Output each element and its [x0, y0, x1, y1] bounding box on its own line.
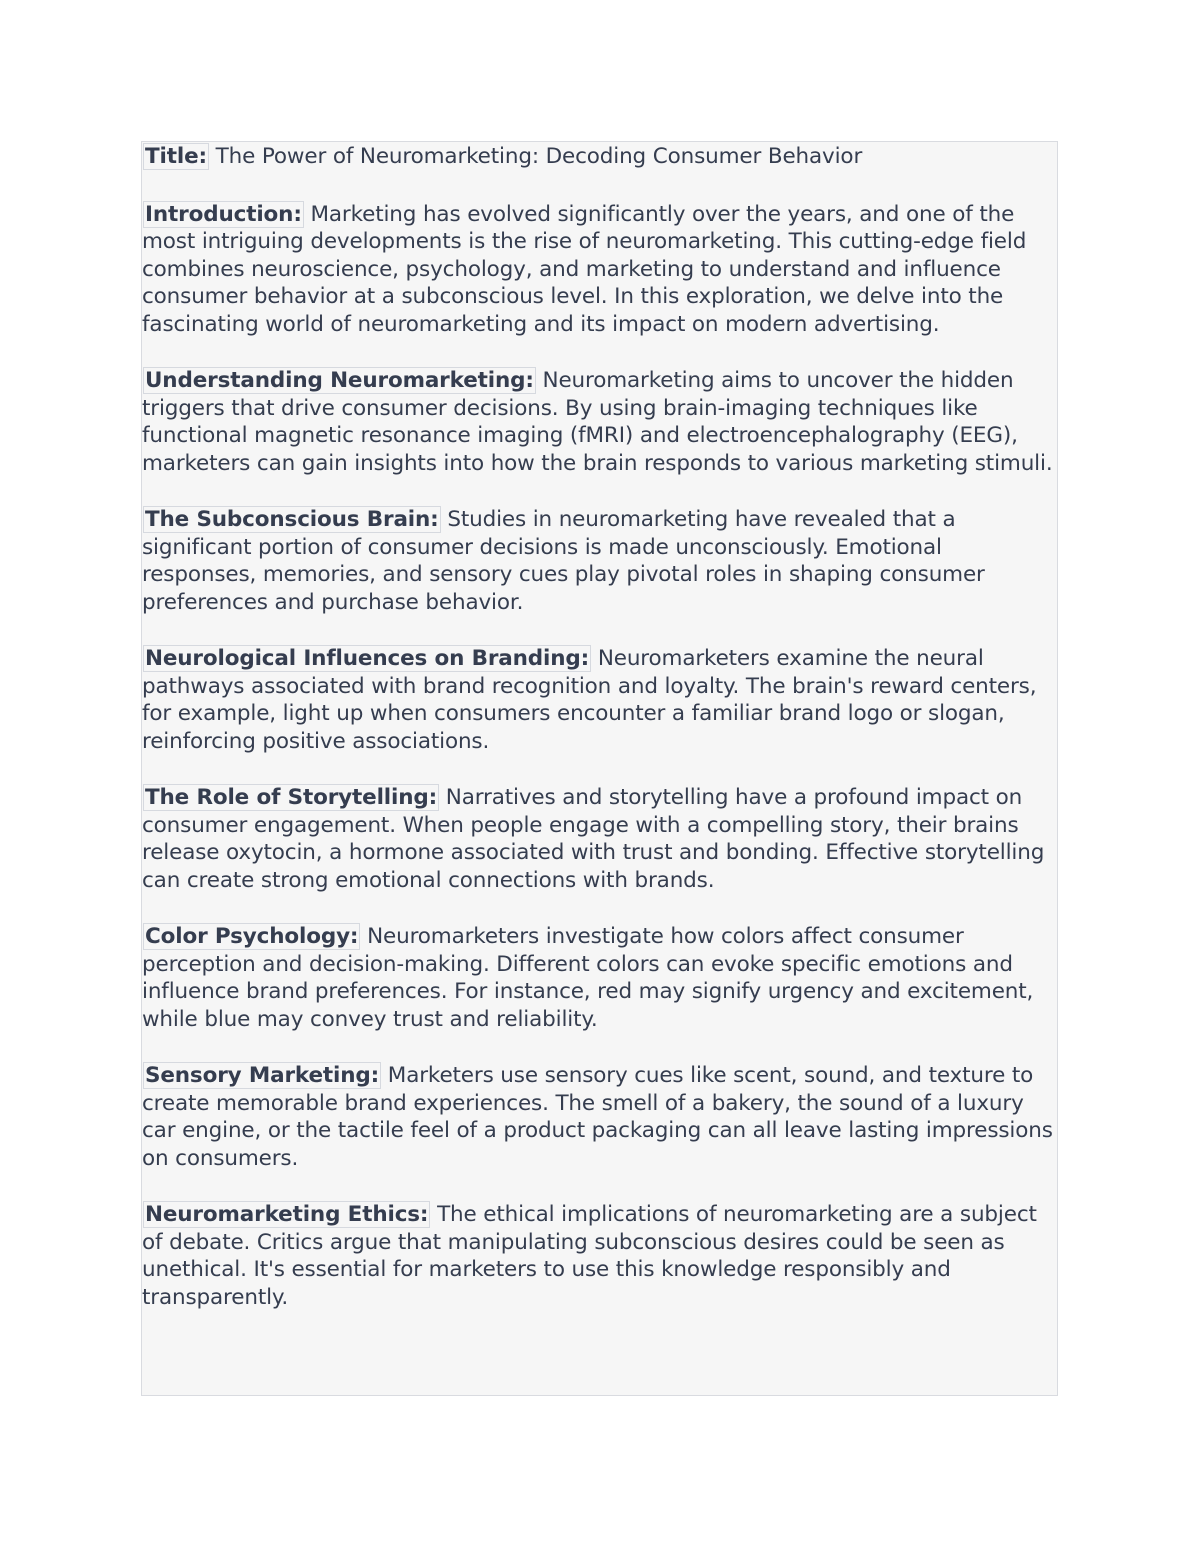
section-subconscious-brain	[142, 506, 1057, 616]
section-neuromarketing-ethics	[142, 1201, 1057, 1311]
section-label: Introduction:	[145, 201, 302, 227]
section-sensory-marketing	[142, 1062, 1057, 1172]
section-text: Narratives and storytelling have a profound impact on consumer engagement. When people engage with a compelling story, their brains release oxytocin, a hormone associated with trust and bonding. Effective storytelling can create strong emotional connections with brands.	[142, 785, 1045, 893]
title-text: The Power of Neuromarketing: Decoding Consumer Behavior	[215, 144, 863, 169]
section-label: Understanding Neuromarketing:	[145, 368, 534, 393]
section-label: The Role of Storytelling:	[145, 785, 438, 810]
document-body	[141, 141, 1058, 1396]
section-label: Sensory Marketing:	[145, 1063, 380, 1088]
section-text: Marketers use sensory cues like scent, sound, and texture to create memorable brand experiences. The smell of a bakery, the sound of a luxury car engine, or the tactile feel of a product packaging can all leave lasting impressions on consumers.	[142, 1063, 1053, 1171]
section-label: Color Psychology:	[145, 924, 359, 949]
section-understanding-neuromarketing	[142, 367, 1057, 477]
section-text: Neuromarketers examine the neural pathways associated with brand recognition and loyalty. The brain's reward centers, for example, light up when consumers encounter a familiar brand logo or slogan, reinforcing positive associations.	[142, 646, 1037, 754]
section-label: Neurological Influences on Branding:	[145, 646, 590, 671]
section-role-of-storytelling	[142, 784, 1057, 894]
section-text: Studies in neuromarketing have revealed that a significant portion of consumer decisions is made unconsciously. Emotional responses, memories, and sensory cues play pivotal roles in shaping consumer preferences and purchase behavior.	[142, 507, 985, 615]
section-color-psychology	[142, 923, 1057, 1033]
section-text: Marketing has evolved significantly over the years, and one of the most intriguing developments is the rise of neuromarketing. This cutting-edge field combines neuroscience, psychology, and marketing to understand and influence consumer behavior at a subconscious level. In this exploration, we delve into the fascinating world of neuromarketing and its impact on modern advertising.	[142, 201, 1027, 337]
section-label: The Subconscious Brain:	[145, 507, 439, 532]
title-label: Title:	[145, 144, 207, 169]
section-label: Neuromarketing Ethics:	[145, 1202, 429, 1227]
section-text: The ethical implications of neuromarketing are a subject of debate. Critics argue that manipulating subconscious desires could be seen as unethical. It's essential for marketers to use this knowledge responsibly and transparently.	[142, 1202, 1037, 1310]
section-text: Neuromarketing aims to uncover the hidden triggers that drive consumer decisions. By using brain-imaging techniques like functional magnetic resonance imaging (fMRI) and electroencephalography (EEG), marketers can gain insights into how the brain responds to various marketing stimuli.	[142, 368, 1053, 476]
section-text: Neuromarketers investigate how colors affect consumer perception and decision-making. Different colors can evoke specific emotions and influence brand preferences. For instance, red may signify urgency and excitement, while blue may convey trust and reliability.	[142, 924, 1034, 1032]
document-title	[142, 142, 1057, 171]
section-introduction	[142, 201, 1057, 339]
section-neurological-influences	[142, 645, 1057, 755]
